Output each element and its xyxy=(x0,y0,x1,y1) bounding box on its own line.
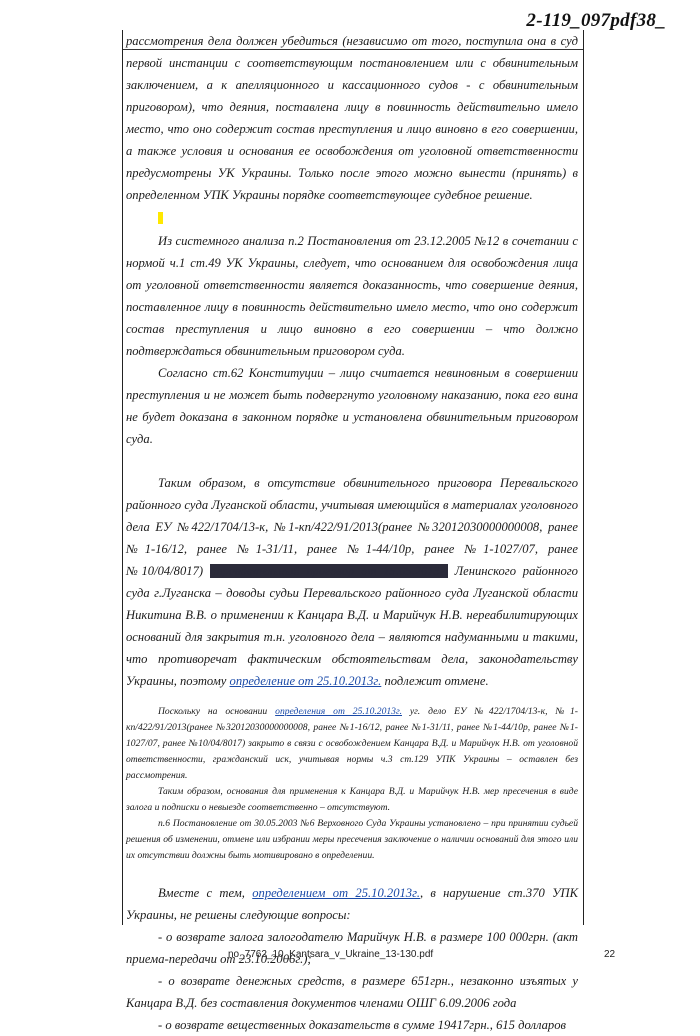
paragraph-4-text-c: подлежит отмене. xyxy=(384,674,489,688)
paragraph-2: Из системного анализа п.2 Постановления от 23.12.2005 №12 в сочетании с нормой ч.1 ст.49 УК Украины, следует, что основанием для освобождения лица от уголовной ответственности является доказанность, что совершение деяния, поставленное лицу в повинность действительно имело место, что оно содержит состав преступления и лицо виновно в его совершении – что должно подтверждаться обвинительным приговором суда. xyxy=(126,234,578,358)
paragraph-8: - о возврате вещественных доказательств в сумме 19417грн., 615 долларов xyxy=(158,1018,566,1032)
small-paragraph-1-text-a: Поскольку на основании xyxy=(158,706,268,717)
footer-filename: no_7762_10_Kantsara_v_Ukraine_13-130.pdf xyxy=(228,949,434,960)
document-id: 2-119_097pdf38_ xyxy=(526,10,666,31)
paragraph-6: - о возврате залога залогодателю Марийчук Н.В. в размере 100 000грн. (акт приема-передачи от 23.10.2006г.); xyxy=(126,930,578,966)
paragraph-1: рассмотрения дела должен убедиться (независимо от того, поступила она в суд первой инстанции с соответствующим постановлением или с обвинительным заключением, а к апелляционного и кассационного судов - с обвинительным приговором), что деяния, поставлена лицу в повинность действительно имело место, что оно содержит состав преступления и лицо виновно в его совершении, а также условия и основания ее освобождения от уголовной ответственности предусмотрены УК Украины. Только после этого можно вынести (принять) в определенном УПК Украины порядке соответствующее судебное решение. xyxy=(126,34,578,202)
page-number: 22 xyxy=(604,949,616,960)
paragraph-7: - о возврате денежных средств, в размере 651грн., незаконно изъятых у Канцара В.Д. без составления документов членами ОШГ 6.09.2006 года xyxy=(126,974,578,1010)
paragraph-4-text-a: Таким образом, в отсутствие обвинительного приговора Перевальского районного суда Луганской области, учитывая имеющийся в материалах уголовного дела ЕУ №422/1704/13-к, №1-кп/422/91/2013(ранее №32012030000000008, ранее №1-16/12, ранее №1-31/11, ранее №1-44/10р, ранее №1-1027/07, ранее №10/04/8017) xyxy=(126,476,578,578)
paragraph-5 xyxy=(126,882,578,926)
small-paragraph-1-text-b: уг. дело ЕУ №422/1704/13-к, №1-кп/422/91/2013(ранее №32012030000000008, ранее №1-16/12, ранее №1-31/11, ранее №1-44/10р, ранее №1-1027/07, ранее №10/04/8017) закрыто в связи с освобождением Канцара В.Д. и Марийчук Н.В. от уголовной ответственности, гражданский иск, учитывая нормы ч.3 ст.129 УПК Украины – оставлен без рассмотрения. xyxy=(126,706,578,781)
ruling-link-2[interactable]: определением от 25.10.2013г. xyxy=(252,886,420,900)
highlight-marker xyxy=(158,212,163,224)
small-paragraph-3: п.6 Постановление от 30.05.2003 №6 Верховного Суда Украины установлено – при принятии судьей решения об изменении, отмене или избрании меры пресечения заключение о наличии оснований для этого или их отсутствии должны быть мотивировано в определении. xyxy=(126,818,578,861)
redacted-text: оправдательный приговор от 15.05.2013г. xyxy=(209,564,448,578)
document-body xyxy=(126,30,578,1036)
small-paragraph-1 xyxy=(126,704,578,784)
ruling-link[interactable]: определение от 25.10.2013г. xyxy=(229,674,382,688)
paragraph-5-text-a: Вместе с тем, xyxy=(158,886,245,900)
paragraph-4 xyxy=(126,472,578,692)
paragraph-4-text-b: Ленинского районного суда г.Луганска – доводы судьи Перевальского районного суда Луганской области Никитина В.В. о применении к Канцара В.Д. и Марийчук Н.В. нереабилитирующих оснований для закрытия т.н. уголовного дела – являются надуманными и такими, что противоречат фактическим обстоятельствам дела, законодательству Украины, поэтому xyxy=(126,564,578,688)
paragraph-5-text-b: , в нарушение ст.370 УПК Украины, не решены следующие вопросы: xyxy=(126,886,578,922)
paragraph-3: Согласно ст.62 Конституции – лицо считается невиновным в совершении преступления и не может быть подвергнуто уголовному наказанию, пока его вина не будет доказана в законном порядке и установлена обвинительным приговором суда. xyxy=(126,366,578,446)
ruling-link-small[interactable]: определения от 25.10.2013г. xyxy=(275,706,402,717)
small-paragraph-2: Таким образом, основания для применения к Канцара В.Д. и Марийчук Н.В. мер пресечения в виде залога и подписки о невыезде соответственно – отсутствуют. xyxy=(126,786,578,813)
